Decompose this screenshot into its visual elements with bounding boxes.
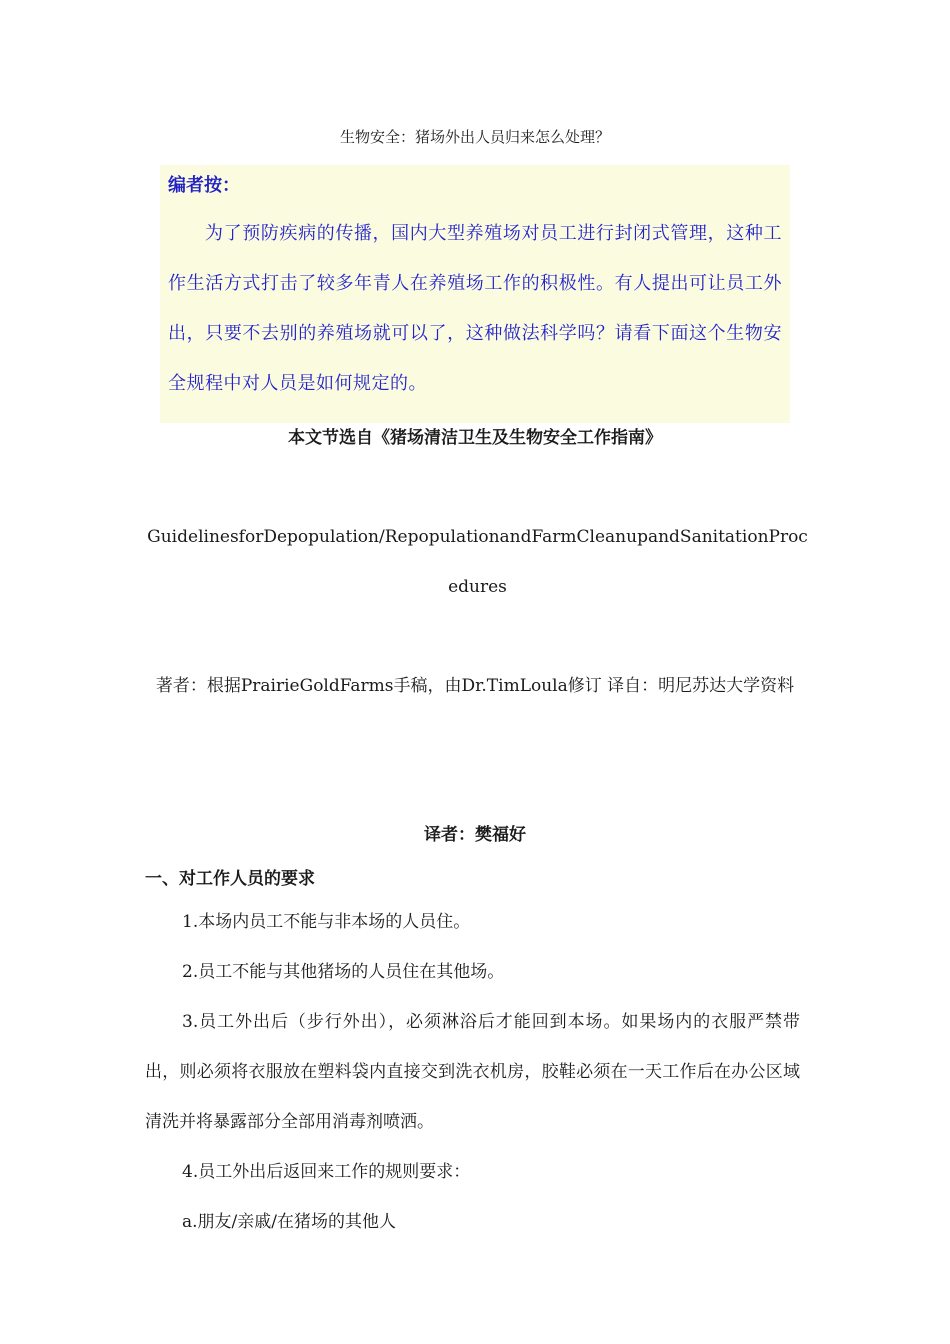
requirement-list (145, 897, 800, 1247)
list-item: 3.员工外出后（步行外出），必须淋浴后才能回到本场。如果场内的衣服严禁带出，则必须将衣服放在塑料袋内直接交到洗衣机房，胶鞋必须在一天工作后在办公区域清洗并将暴露部分全部用消毒剂喷洒。 (145, 1012, 800, 1132)
list-item: 1.本场内员工不能与非本场的人员住。 (182, 912, 471, 932)
list-item: a.朋友/亲戚/在猪场的其他人 (182, 1212, 396, 1232)
list-item: 4.员工外出后返回来工作的规则要求： (182, 1162, 471, 1182)
page-title: 生物安全：猪场外出人员归来怎么处理？ (339, 128, 610, 146)
editor-note-body: 为了预防疾病的传播，国内大型养殖场对员工进行封闭式管理，这种工作生活方式打击了较多年青人在养殖场工作的积极性。有人提出可让员工外出，只要不去别的养殖场就可以了，这种做法科学吗？请看下面这个生物安全规程中对人员是如何规定的。 (168, 223, 782, 394)
editor-note-heading: 编者按： (168, 175, 240, 196)
source-line: 本文节选自《猪场清洁卫生及生物安全工作指南》 (288, 428, 662, 448)
section-heading: 一、对工作人员的要求 (145, 869, 315, 889)
editor-note-box (160, 165, 790, 423)
english-title: GuidelinesforDepopulation/RepopulationandFarmCleanupandSanitationProcedures (147, 527, 808, 597)
list-item: 2.员工不能与其他猪场的人员住在其他场。 (182, 962, 505, 982)
author-line: 著者：根据PrairieGoldFarms手稿，由Dr.TimLoula修订 译自：明尼苏达大学资料 (155, 676, 795, 696)
translator-line: 译者：樊福好 (424, 825, 526, 845)
